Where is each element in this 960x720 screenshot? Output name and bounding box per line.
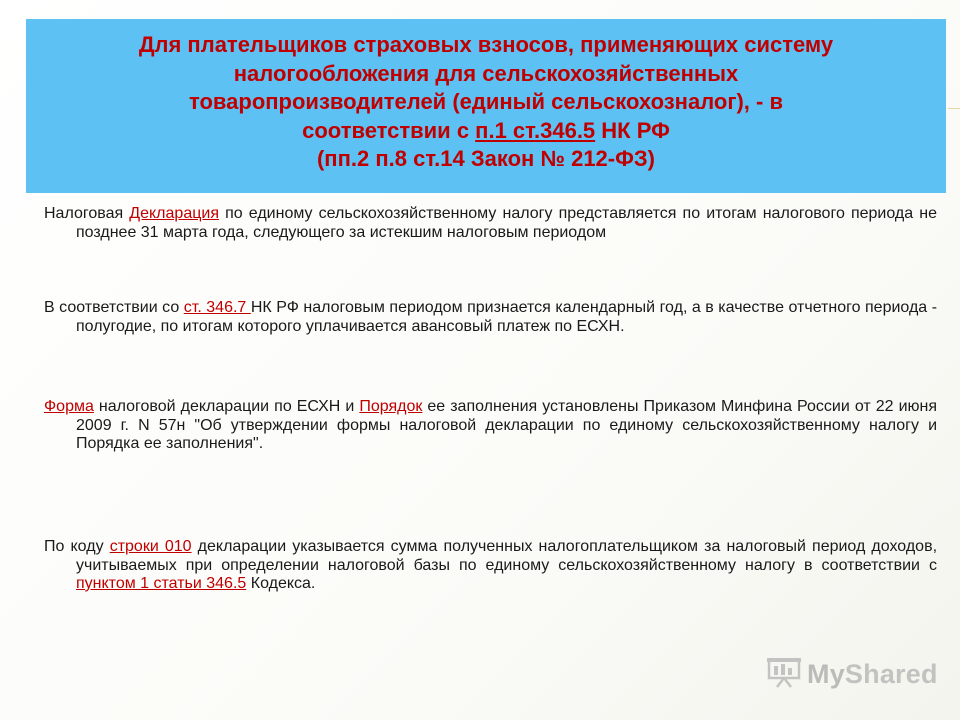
title-text: соответствии с [302,117,476,143]
decorative-line [948,108,960,109]
article-link[interactable]: п.1 ст.346.5 [475,117,596,143]
paragraph-text: по единому сельскохозяйственному налогу представляется по итогам налогового периода не позднее 31 марта года, следующего за истекшим налоговым периодом [76,205,938,241]
article-346-7-link[interactable]: ст. 346.7 [183,299,251,316]
title-text: НК РФ [595,117,670,143]
paragraph-text: декларации указывается сумма полученных налогоплательщиком за налоговый период доходов, учитываемых при определении налоговой базы по единому сельскохозяйственному налогу в соответствии с [76,538,938,574]
paragraph-tax-period [44,299,937,336]
line-010-link[interactable]: строки 010 [109,538,192,555]
paragraph-form [44,398,937,454]
presentation-icon [767,656,801,693]
paragraph-line-010 [44,538,937,594]
title-line: товаропроизводителей (единый сельскохозналог), - в [188,89,783,114]
procedure-link[interactable]: Порядок [359,398,423,415]
paragraph-text: По коду [44,538,110,555]
paragraph-text: В соответствии со [44,299,184,316]
watermark-shared: Shared [844,658,938,689]
watermark-my: My [807,658,845,689]
paragraph-text: ее заполнения установлены Приказом Минфина России от 22 июня 2009 г. N 57н "Об утверждении формы налоговой декларации по единому сельскохозяйственному налогу и Порядка ее заполнения". [76,398,937,452]
paragraph-text: Налоговая [44,205,130,222]
watermark [767,656,938,692]
title-line [50,117,922,146]
paragraph-declaration [44,205,937,242]
paragraph-text: НК РФ налоговым периодом признается календарный год, а в качестве отчетного периода - полугодие, по итогам которого уплачивается авансовый платеж по ЕСХН. [76,299,938,335]
title-banner [26,19,946,193]
declaration-link[interactable]: Декларация [129,205,219,222]
watermark-text [807,659,938,690]
title-line: Для плательщиков страховых взносов, применяющих систему [138,32,834,57]
form-link[interactable]: Форма [44,398,94,415]
article-346-5-link[interactable]: пунктом 1 статьи 346.5 [76,575,247,592]
paragraph-text: Кодекса. [246,575,316,592]
paragraph-text: налоговой декларации по ЕСХН и [93,398,360,415]
title-line: налогообложения для сельскохозяйственных [233,60,739,86]
title-line: (пп.2 п.8 ст.14 Закон № 212-ФЗ) [316,146,655,171]
